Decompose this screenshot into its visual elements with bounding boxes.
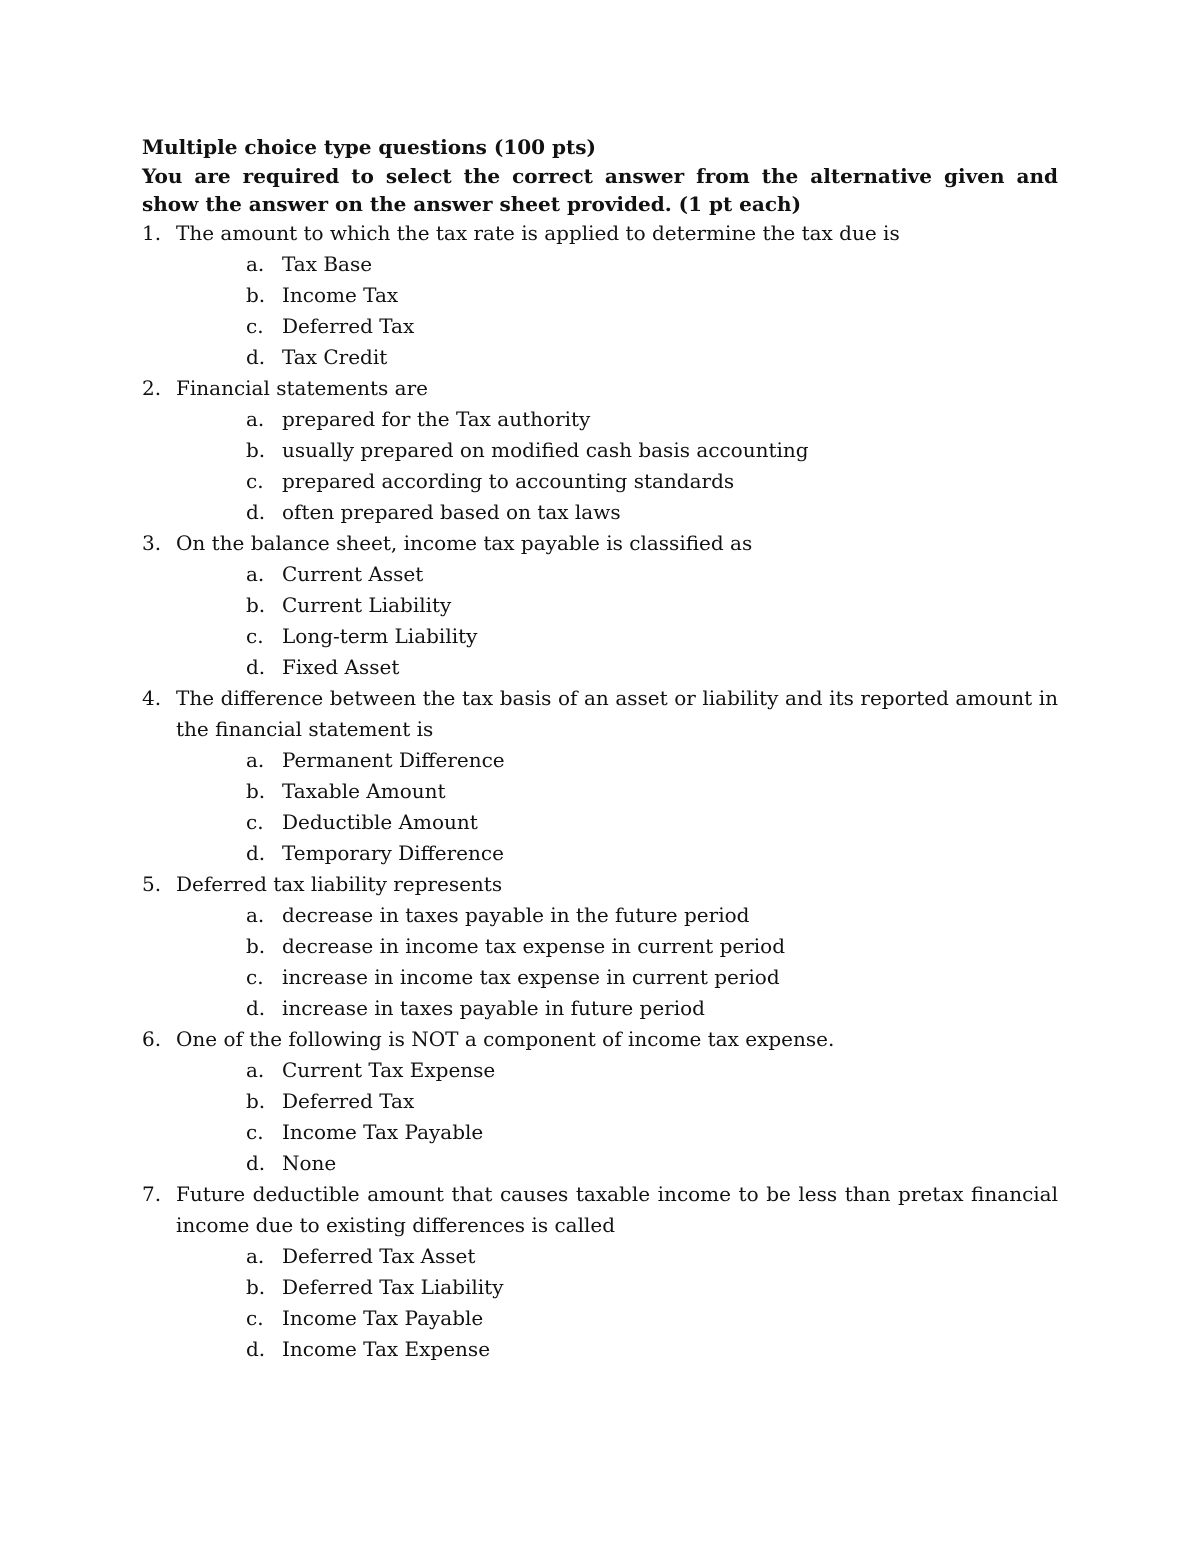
answer-option xyxy=(246,652,1058,683)
question-item xyxy=(142,869,1058,1024)
question-item xyxy=(142,373,1058,528)
question-item xyxy=(142,1179,1058,1365)
option-text: Income Tax xyxy=(282,283,399,307)
answer-option xyxy=(246,1055,1058,1086)
option-letter: b. xyxy=(246,1275,266,1299)
question-item xyxy=(142,528,1058,683)
option-letter: d. xyxy=(246,996,266,1020)
option-letter: d. xyxy=(246,1337,266,1361)
question-line xyxy=(142,528,1058,559)
option-letter: a. xyxy=(246,562,265,586)
instructions: You are required to select the correct answer from the alternative given and show the answer on the answer sheet provided. (1 pt each) xyxy=(142,164,1058,216)
question-line xyxy=(142,1179,1058,1241)
option-text: Income Tax Payable xyxy=(282,1306,484,1330)
option-text: Tax Credit xyxy=(282,345,388,369)
option-letter: a. xyxy=(246,1058,265,1082)
option-letter: c. xyxy=(246,1306,264,1330)
question-line xyxy=(142,373,1058,404)
option-text: Current Asset xyxy=(282,562,424,586)
option-text: Permanent Difference xyxy=(282,748,505,772)
option-letter: d. xyxy=(246,500,266,524)
answer-option xyxy=(246,745,1058,776)
option-text: increase in taxes payable in future period xyxy=(282,996,705,1020)
option-text: Tax Base xyxy=(282,252,373,276)
answer-option xyxy=(246,404,1058,435)
option-text: increase in income tax expense in current period xyxy=(282,965,780,989)
option-text: Current Liability xyxy=(282,593,452,617)
option-text: decrease in income tax expense in current period xyxy=(282,934,786,958)
question-text: One of the following is NOT a component of income tax expense. xyxy=(176,1027,835,1051)
option-letter: c. xyxy=(246,469,264,493)
question-item xyxy=(142,683,1058,869)
question-line xyxy=(142,869,1058,900)
option-letter: a. xyxy=(246,1244,265,1268)
option-text: usually prepared on modified cash basis accounting xyxy=(282,438,809,462)
option-list xyxy=(142,559,1058,683)
option-list xyxy=(142,1241,1058,1365)
question-item xyxy=(142,218,1058,373)
answer-option xyxy=(246,466,1058,497)
answer-option xyxy=(246,962,1058,993)
option-text: Deferred Tax Asset xyxy=(282,1244,476,1268)
document-content xyxy=(142,132,1058,1365)
option-letter: a. xyxy=(246,903,265,927)
answer-option xyxy=(246,249,1058,280)
question-text: Future deductible amount that causes taxable income to be less than pretax financial income due to existing differences is called xyxy=(176,1182,1058,1237)
option-text: Current Tax Expense xyxy=(282,1058,496,1082)
option-letter: b. xyxy=(246,934,266,958)
option-letter: c. xyxy=(246,1120,264,1144)
option-text: None xyxy=(282,1151,337,1175)
option-text: Temporary Difference xyxy=(282,841,504,865)
option-text: Deductible Amount xyxy=(282,810,478,834)
option-list xyxy=(142,249,1058,373)
option-letter: b. xyxy=(246,593,266,617)
option-letter: c. xyxy=(246,314,264,338)
question-number: 5. xyxy=(142,872,162,896)
option-text: Deferred Tax Liability xyxy=(282,1275,504,1299)
answer-option xyxy=(246,1241,1058,1272)
option-text: Deferred Tax xyxy=(282,314,415,338)
question-line xyxy=(142,683,1058,745)
answer-option xyxy=(246,280,1058,311)
answer-option xyxy=(246,1334,1058,1365)
option-text: Taxable Amount xyxy=(282,779,446,803)
option-text: prepared according to accounting standards xyxy=(282,469,735,493)
question-item xyxy=(142,1024,1058,1179)
answer-option xyxy=(246,776,1058,807)
option-text: often prepared based on tax laws xyxy=(282,500,621,524)
option-letter: c. xyxy=(246,624,264,648)
option-text: Long-term Liability xyxy=(282,624,478,648)
answer-option xyxy=(246,900,1058,931)
option-text: Income Tax Expense xyxy=(282,1337,491,1361)
option-text: Fixed Asset xyxy=(282,655,400,679)
option-text: Deferred Tax xyxy=(282,1089,415,1113)
answer-option xyxy=(246,590,1058,621)
option-letter: b. xyxy=(246,779,266,803)
answer-option xyxy=(246,838,1058,869)
answer-option xyxy=(246,435,1058,466)
option-list xyxy=(142,404,1058,528)
option-text: decrease in taxes payable in the future period xyxy=(282,903,750,927)
option-letter: b. xyxy=(246,1089,266,1113)
question-number: 4. xyxy=(142,686,162,710)
question-number: 3. xyxy=(142,531,162,555)
question-text: Financial statements are xyxy=(176,376,428,400)
option-letter: c. xyxy=(246,965,264,989)
question-text: The amount to which the tax rate is applied to determine the tax due is xyxy=(176,221,900,245)
option-letter: c. xyxy=(246,810,264,834)
option-letter: d. xyxy=(246,841,266,865)
answer-option xyxy=(246,497,1058,528)
option-list xyxy=(142,745,1058,869)
answer-option xyxy=(246,993,1058,1024)
answer-option xyxy=(246,342,1058,373)
question-text: Deferred tax liability represents xyxy=(176,872,503,896)
answer-option xyxy=(246,807,1058,838)
question-text: The difference between the tax basis of an asset or liability and its reported amount in the financial statement is xyxy=(176,686,1058,741)
option-letter: b. xyxy=(246,438,266,462)
answer-option xyxy=(246,1086,1058,1117)
answer-option xyxy=(246,1303,1058,1334)
option-text: prepared for the Tax authority xyxy=(282,407,591,431)
question-number: 2. xyxy=(142,376,162,400)
question-number: 6. xyxy=(142,1027,162,1051)
option-list xyxy=(142,900,1058,1024)
question-number: 7. xyxy=(142,1182,162,1206)
answer-option xyxy=(246,1272,1058,1303)
answer-option xyxy=(246,931,1058,962)
option-letter: a. xyxy=(246,748,265,772)
option-letter: d. xyxy=(246,345,266,369)
answer-option xyxy=(246,1148,1058,1179)
answer-option xyxy=(246,1117,1058,1148)
answer-option xyxy=(246,559,1058,590)
option-letter: b. xyxy=(246,283,266,307)
answer-option xyxy=(246,621,1058,652)
answer-option xyxy=(246,311,1058,342)
option-letter: a. xyxy=(246,252,265,276)
option-letter: d. xyxy=(246,1151,266,1175)
question-line xyxy=(142,1024,1058,1055)
question-line xyxy=(142,218,1058,249)
section-heading: Multiple choice type questions (100 pts) xyxy=(142,135,597,159)
question-list xyxy=(142,218,1058,1365)
option-list xyxy=(142,1055,1058,1179)
question-text: On the balance sheet, income tax payable is classified as xyxy=(176,531,753,555)
option-text: Income Tax Payable xyxy=(282,1120,484,1144)
option-letter: d. xyxy=(246,655,266,679)
option-letter: a. xyxy=(246,407,265,431)
question-number: 1. xyxy=(142,221,162,245)
